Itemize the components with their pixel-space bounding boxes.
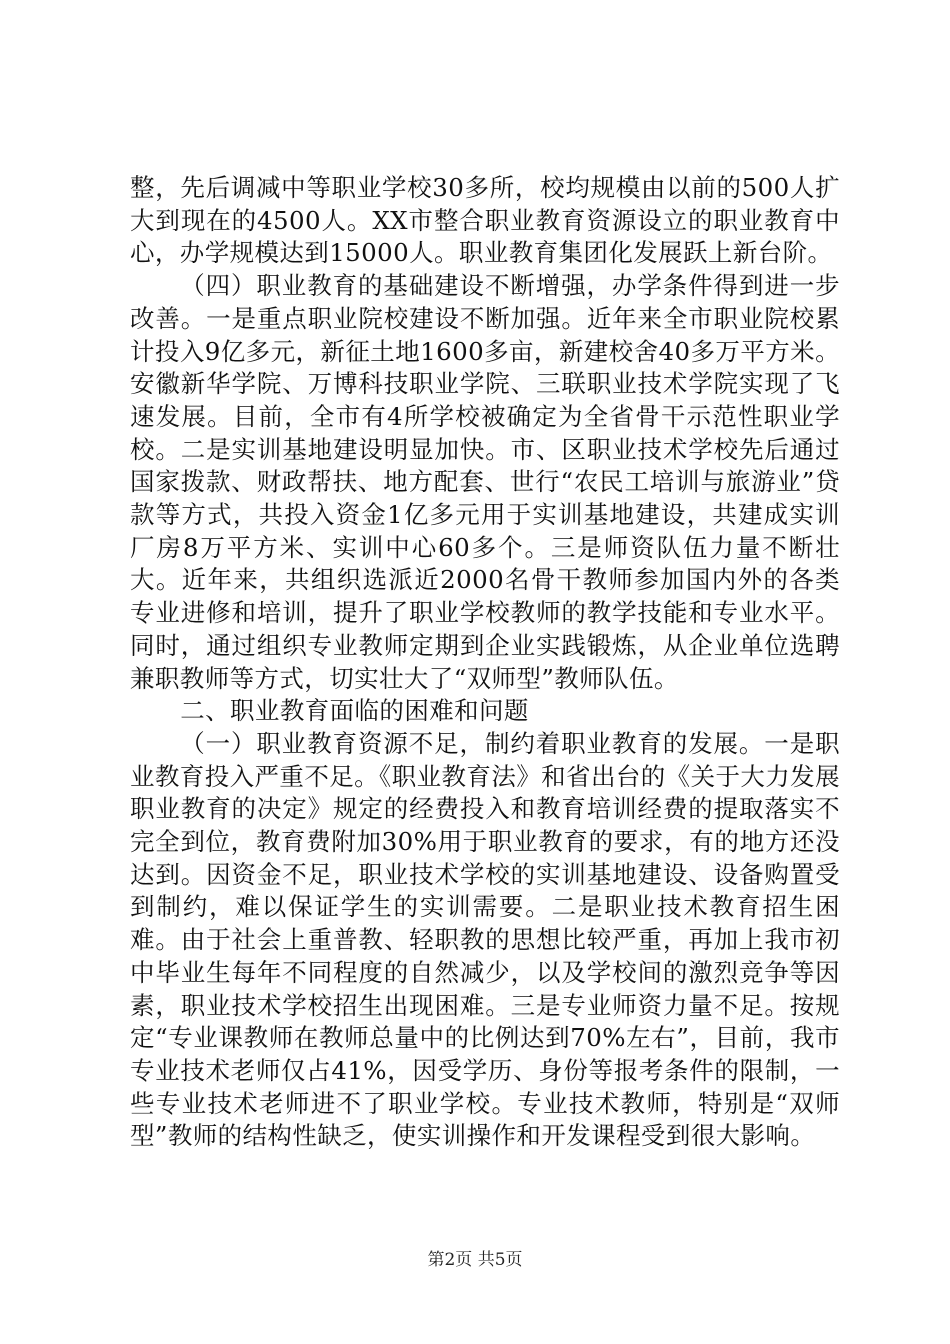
section-heading: 二、职业教育面临的困难和问题 — [180, 696, 529, 726]
document-body — [130, 172, 840, 1153]
page-number-footer: 第2页 共5页 — [427, 1250, 523, 1270]
paragraph-continuation: 整，先后调减中等职业学校30多所，校均规模由以前的500人扩大到现在的4500人。XX市整合职业教育资源设立的职业教育中心，办学规模达到15000人。职业教育集团化发展跃上新台阶。 — [130, 173, 840, 268]
paragraph-infrastructure: （四）职业教育的基础建设不断增强，办学条件得到进一步改善。一是重点职业院校建设不断加强。近年来全市职业院校累计投入9亿多元，新征土地1600多亩，新建校舍40多万平方米。安徽新华学院、万博科技职业学院、三联职业技术学院实现了飞速发展。目前，全市有4所学校被确定为全省骨干示范性职业学校。二是实训基地建设明显加快。市、区职业技术学校先后通过国家拨款、财政帮扶、地方配套、世行“农民工培训与旅游业”贷款等方式，共投入资金1亿多元用于实训基地建设，共建成实训厂房8万平方米、实训中心60多个。三是师资队伍力量不断壮大。近年来，共组织选派近2000名骨干教师参加国内外的各类专业进修和培训，提升了职业学校教师的教学技能和专业水平。同时，通过组织专业教师定期到企业实践锻炼，从企业单位选聘兼职教师等方式，切实壮大了“双师型”教师队伍。 — [130, 271, 840, 693]
paragraph-resources: （一）职业教育资源不足，制约着职业教育的发展。一是职业教育投入严重不足。《职业教育法》和省出台的《关于大力发展职业教育的决定》规定的经费投入和教育培训经费的提取落实不完全到位，教育费附加30%用于职业教育的要求，有的地方还没达到。因资金不足，职业技术学校的实训基地建设、设备购置受到制约，难以保证学生的实训需要。二是职业技术教育招生困难。由于社会上重普教、轻职教的思想比较严重，再加上我市初中毕业生每年不同程度的自然减少，以及学校间的激烈竞争等因素，职业技术学校招生出现困难。三是专业师资力量不足。按规定“专业课教师在教师总量中的比例达到70%左右”，目前，我市专业技术老师仅占41%，因受学历、身份等报考条件的限制，一些专业技术老师进不了职业学校。专业技术教师，特别是“双师型”教师的结构性缺乏，使实训操作和开发课程受到很大影响。 — [130, 728, 840, 1151]
